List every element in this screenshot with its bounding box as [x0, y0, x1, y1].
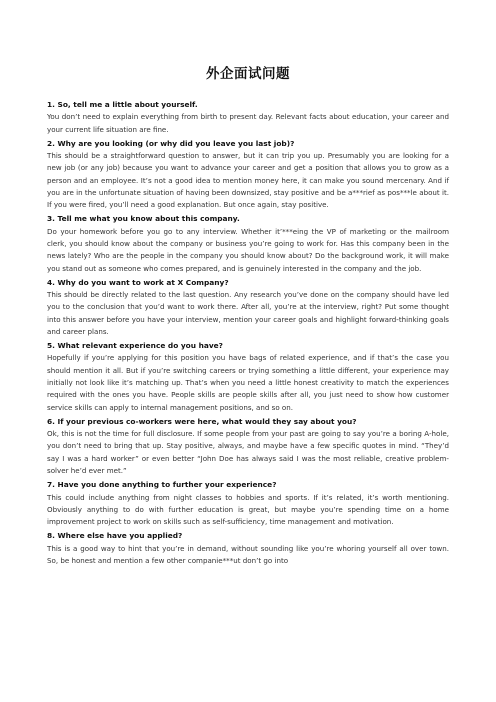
answer-5: Hopefully if you’re applying for this position you have bags of related experience, and if that’s the case you should mention it all. But if you’re switching careers or trying something a little different, your experience may initially not look like it’s matching up. That’s when you need a little honest creativity to match the experiences required with the ones you have. People skills are people skills after all, you just need to show how customer service skills can apply to internal management positions, and so on. [47, 353, 449, 412]
question-4: 4. Why do you want to work at X Company? [47, 277, 229, 287]
answer-6: Ok, this is not the time for full disclosure. If some people from your past are going to say you’re a boring A-hole, you don’t need to bring that up. Stay positive, always, and maybe have a few specific quotes in mind. “They’d say I was a hard worker” or even better “John Doe has always said I was the most reliable, creative problem-solver he’d ever met.” [47, 429, 449, 476]
document-title: 外企面试问题 [206, 66, 290, 82]
qa-item-3 [47, 213, 449, 274]
question-8: 8. Where else have you applied? [47, 531, 183, 541]
qa-item-2 [47, 138, 449, 212]
question-5: 5. What relevant experience do you have? [47, 341, 223, 351]
answer-7: This could include anything from night classes to hobbies and sports. If it’s related, it’s worth mentioning. Obviously anything to do with further education is great, but maybe you’re spending time on a home improvement project to work on skills such as self-sufficiency, time management and motivation. [47, 492, 449, 527]
question-6: 6. If your previous co-workers were here, what would they say about you? [47, 416, 357, 426]
answer-4: This should be directly related to the last question. Any research you’ve done on the company should have led you to the conclusion that you’d want to work there. After all, you’re at the interview, right? Put some thought into this answer before you have your interview, mention your career goals and highlight forward-thinking goals and career plans. [47, 290, 449, 336]
question-2: 2. Why are you looking (or why did you leave you last job)? [47, 138, 295, 148]
question-1: 1. So, tell me a little about yourself. [47, 100, 198, 109]
answer-8: This is a good way to hint that you’re in demand, without sounding like you’re whoring yourself all over town. So, be honest and mention a few other companie***ut don’t go into [47, 543, 449, 565]
question-3: 3. Tell me what you know about this company. [47, 214, 240, 224]
answer-3: Do your homework before you go to any interview. Whether it’***eing the VP of marketing or the mailroom clerk, you should know about the company or business you’re going to work for. Has this company been in the news lately? Who are the people in the company you should know about? Do the background work, it will make you stand out as someone who comes prepared, and is genuinely interested in the company and the job. [47, 226, 449, 273]
qa-item-8 [47, 530, 449, 567]
qa-item-7 [47, 479, 449, 528]
qa-item-4 [47, 277, 449, 338]
qa-item-6 [47, 416, 449, 477]
answer-2: This should be a straightforward question to answer, but it can trip you up. Presumably you are looking for a new job (or any job) because you want to advance your career and get a position that allows you to grow as a person and an employee. It’s not a good idea to mention money here, it can make you sound mercenary. And if you are in the unfortunate situation of having been downsized, stay positive and be a***rief as pos***le about it. If you were fired, you’ll need a good explanation. But once again, stay positive. [47, 151, 449, 210]
answer-1: You don’t need to explain everything from birth to present day. Relevant facts about education, your career and your current life situation are fine. [47, 112, 449, 134]
qa-item-5 [47, 340, 449, 414]
question-7: 7. Have you done anything to further your experience? [47, 480, 277, 490]
qa-item-1 [47, 99, 449, 136]
